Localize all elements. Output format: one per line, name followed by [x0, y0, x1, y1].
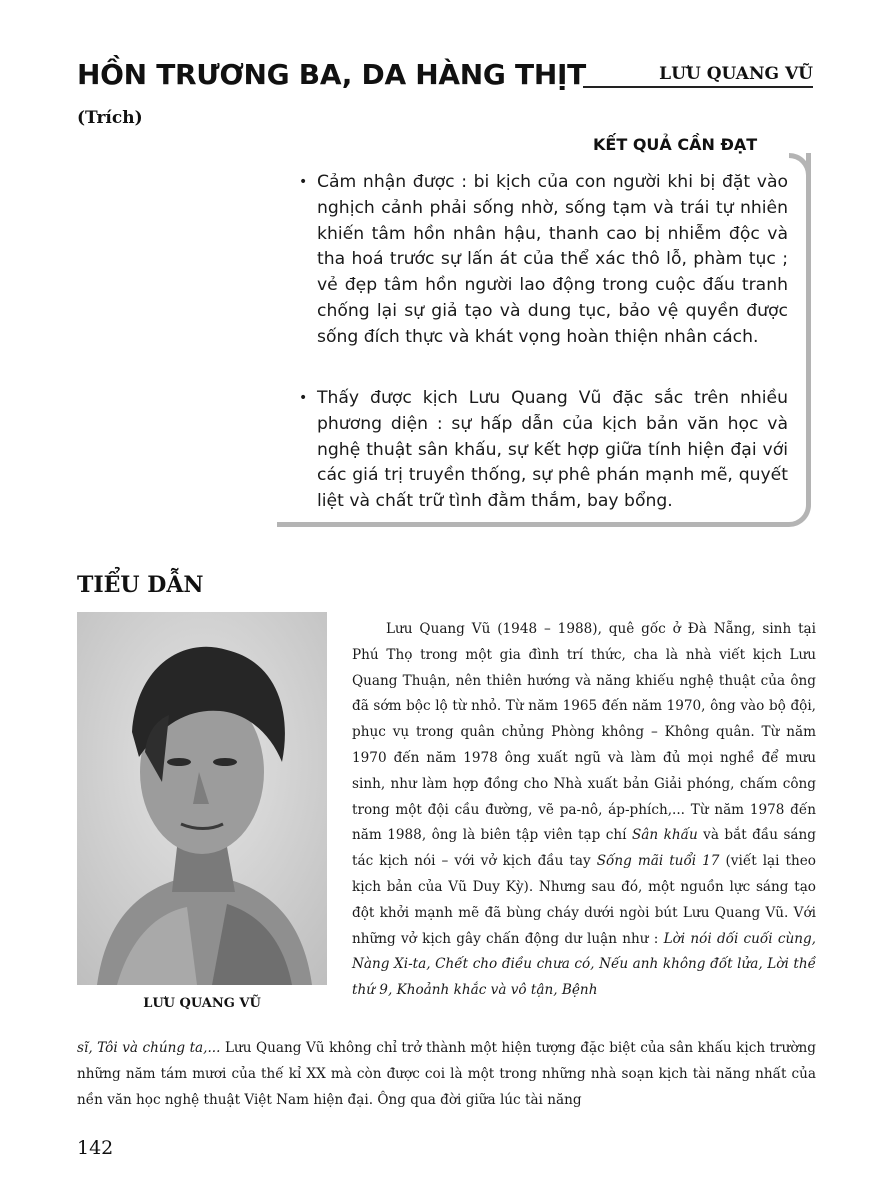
play-titles: Lời nói dối cuối cùng, Nàng Xi-ta, Chết cho điều chưa có, Nếu anh không đốt lửa, Lời thề thứ 9, Khoảnh khắc và vô tận, Bệnh: [352, 930, 816, 999]
page-title: HỒN TRƯƠNG BA, DA HÀNG THỊT: [77, 58, 586, 91]
section-heading: TIỂU DẪN: [77, 572, 204, 598]
goal-item: [299, 170, 788, 351]
intro-text: và bắt đầu sáng tác kịch nói – với vở kịch đầu tay: [352, 827, 816, 870]
goals-title: KẾT QUẢ CẦN ĐẠT: [593, 135, 758, 154]
intro-text: (viết lại theo kịch bản của Vũ Duy Kỳ). Nhưng sau đó, một nguồn lực sáng tạo đột khởi mạnh mẽ đã bùng cháy dưới ngòi bút Lưu Quang Vũ. Với những vở kịch gây chấn động dư luận như :: [352, 853, 816, 947]
goal-text: Cảm nhận được : bi kịch của con người khi bị đặt vào nghịch cảnh phải sống nhờ, sống tạm và trái tự nhiên khiến tâm hồn nhân hậu, thanh cao bị nhiễm độc và tha hoá trước sự lấn át của thể xác thô lỗ, phàm tục ; vẻ đẹp tâm hồn người lao động trong cuộc đấu tranh chống lại sự giả tạo và dung tục, bảo vệ quyền được sống đích thực và khát vọng hoàn thiện nhân cách.: [317, 172, 788, 347]
play-titles: sĩ, Tôi và chúng ta,...: [77, 1040, 221, 1056]
title-rule: [583, 86, 813, 88]
photo-caption: LƯU QUANG VŨ: [143, 996, 261, 1011]
goal-item: [299, 386, 788, 515]
goal-text: Thấy được kịch Lưu Quang Vũ đặc sắc trên nhiều phương diện : sự hấp dẫn của kịch bản văn học và nghệ thuật sân khấu, sự kết hợp giữa tính hiện đại với các giá trị truyền thống, sự phê phán mạnh mẽ, quyết liệt và chất trữ tình đằm thắm, bay bổng.: [317, 388, 788, 512]
page-number: 142: [77, 1137, 114, 1159]
goals-box: [277, 153, 811, 527]
bullet-icon: •: [299, 174, 308, 190]
author-name: LƯU QUANG VŨ: [659, 64, 813, 84]
excerpt-label: (Trích): [77, 108, 143, 128]
intro-text: Lưu Quang Vũ không chỉ trở thành một hiện tượng đặc biệt của sân khấu kịch trường những năm tám mươi của thế kỉ XX mà còn được coi là một trong những nhà soạn kịch tài năng nhất của nền văn học nghệ thuật Việt Nam hiện đại. Ông qua đời giữa lúc tài năng: [77, 1040, 817, 1108]
author-portrait: [77, 612, 327, 985]
magazine-title: Sân khấu: [631, 827, 698, 844]
bullet-icon: •: [299, 390, 308, 406]
first-play-title: Sống mãi tuổi 17: [596, 853, 720, 870]
intro-text: Lưu Quang Vũ (1948 – 1988), quê gốc ở Đà Nẵng, sinh tại Phú Thọ trong một gia đình trí thức, cha là nhà viết kịch Lưu Quang Thuận, nên thiên hướng và năng khiếu nghệ thuật của ông đã sớm bộc lộ từ nhỏ. Từ năm 1965 đến năm 1970, ông vào bộ đội, phục vụ trong quân chủng Phòng không – Không quân. Từ năm 1970 đến năm 1978 ông xuất ngũ và làm đủ mọi nghề để mưu sinh, như làm hợp đồng cho Nhà xuất bản Giải phóng, chấm công trong một đội cầu đường, vẽ pa-nô, áp-phích,... Từ năm 1978 đến năm 1988, ông là biên tập viên tạp chí: [352, 621, 816, 844]
intro-paragraph-continued: [77, 1036, 816, 1113]
portrait-image: [77, 612, 327, 985]
intro-paragraph: [352, 617, 816, 1004]
